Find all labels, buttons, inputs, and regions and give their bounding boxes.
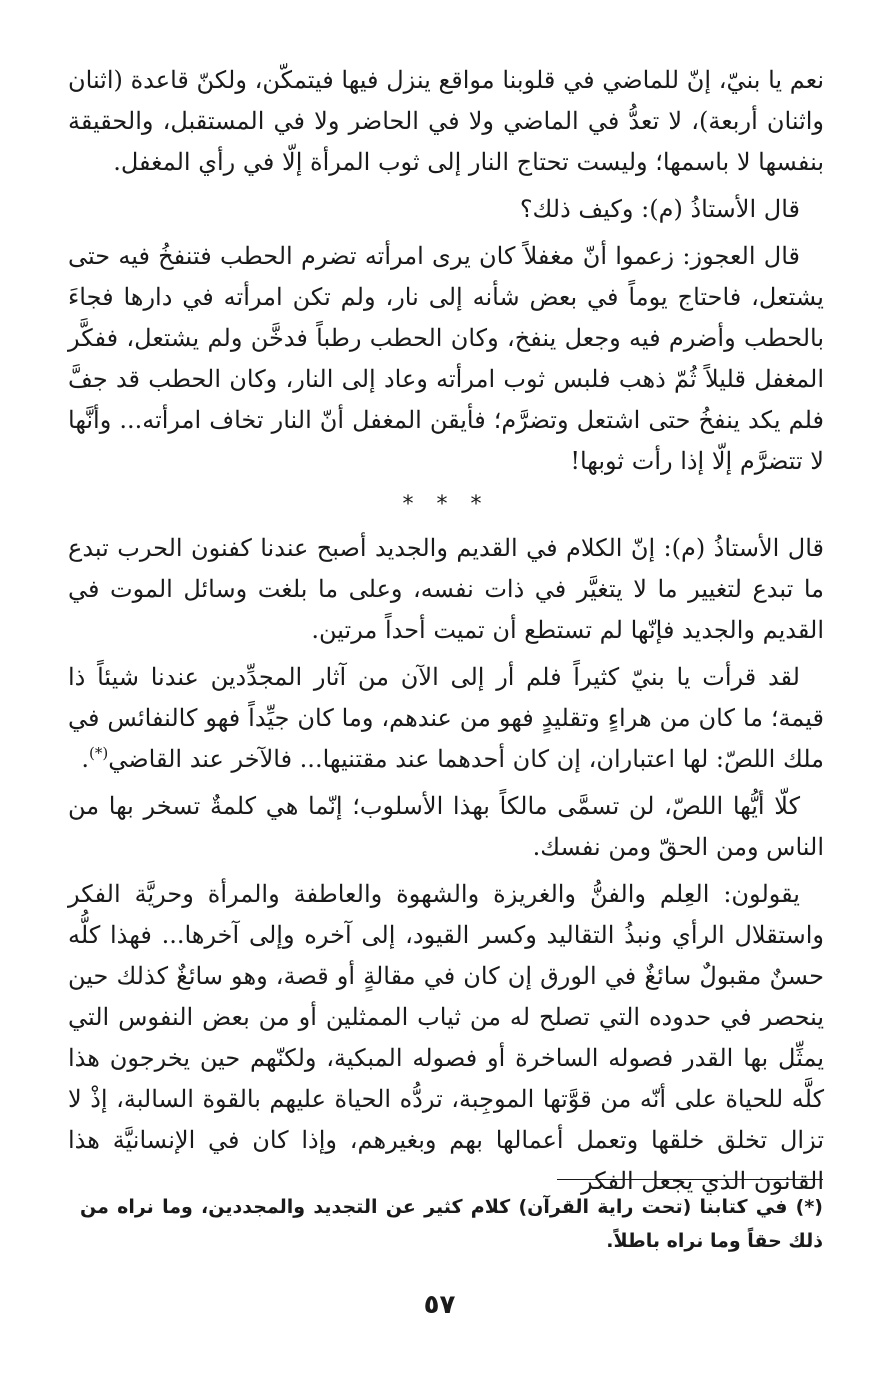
paragraph-7: يقولون: العِلم والفنُّ والغريزة والشهوة والعاطفة والمرأة وحريَّة الفكر واستقلال الرأي ونبذُ التقاليد وكسر القيود، إلى آخره وإلى آخرها... فهذا كلُّه حسنٌ مقبولٌ سائغٌ في الورق إن كان في مقالةٍ أو قصة، وهو سائغٌ كذلك حين ينحصر في حدوده التي تصلح له من ثياب الممثلين أو من بعض النفوس التي يمثِّل بها القدر فصوله الساخرة أو فصوله المبكية، ولكنّهم حين يخرجون هذا كلَّه للحياة على أنّه من قوَّتها الموجِبة، تردُّه الحياة عليهم بالقوة السالبة، إذْ لا تزال تخلق خلقها وتعمل أعمالها بهم وبغيرهم، وإذا كان في الإنسانيَّة هذا القانون الذي يجعل الفكر	[68, 880, 824, 1195]
paragraph-3: قال العجوز: زعموا أنّ مغفلاً كان يرى امرأته تضرم الحطب فتنفخُ فيه حتى يشتعل، فاحتاج يوماً في بعض شأنه إلى نار، ولم تكن امرأته في دارها فجاءَ بالحطب وأضرم فيه وجعل ينفخ، وكان الحطب رطباً فدخَّن ولم يشتعل، ففكَّر المغفل قليلاً ثُمّ ذهب فلبس ثوب امرأته وعاد إلى النار، وكان الحطب قد جفَّ فلم يكد ينفخُ حتى اشتعل وتضرَّم؛ فأيقن المغفل أنّ النار تخاف امرأته... وأنَّها لا تتضرَّم إلّا إذا رأت ثوبها!	[68, 242, 825, 475]
page-number: ٥٧	[423, 1290, 456, 1320]
paragraph-4: قال الأستاذُ (م): إنّ الكلام في القديم والجديد أصبح عندنا كفنون الحرب تبدع ما تبدع لتغيير ما لا يتغيَّر في ذات نفسه، وعلى ما بلغت وسائل الموت في القديم والجديد فإنّها لم تستطع أن تميت أحداً مرتين.	[68, 534, 824, 644]
footnote-divider	[557, 1179, 823, 1180]
paragraph-5-text: لقد قرأت يا بنيّ كثيراً فلم أر إلى الآن من آثار المجدِّدين عندنا شيئاً ذا قيمة؛ ما كان من هراءٍ وتقليدٍ فهو من عندهم، وما كان جيِّداً فهو كالنفائس في ملك اللصّ: لها اعتباران، إن كان أحدهما عند مقتنيها... فالآخر عند القاضي	[68, 663, 824, 773]
section-separator: * * *	[402, 492, 490, 517]
paragraph-5: لقد قرأت يا بنيّ كثيراً فلم أر إلى الآن من آثار المجدِّدين عندنا شيئاً ذا قيمة؛ ما كان من هراءٍ وتقليدٍ فهو من عندهم، وما كان جيِّداً فهو كالنفائس في ملك اللصّ: لها اعتباران، إن كان أحدهما عند مقتنيها... فالآخر عند القاضي(*).	[68, 663, 824, 773]
paragraph-2: قال الأستاذُ (م): وكيف ذلك؟	[519, 195, 800, 223]
paragraph-1: نعم يا بنيّ، إنّ للماضي في قلوبنا مواقع ينزل فيها فيتمكّن، ولكنّ قاعدة (اثنان واثنان أربعة)، لا تعدُّ في الماضي ولا في الحاضر ولا في المستقبل، والحقيقة بنفسها لا باسمها؛ وليست تحتاج النار إلى ثوب المرأة إلّا في رأي المغفل.	[68, 66, 824, 176]
footnote: (*) في كتابنا (تحت راية القرآن) كلام كثير عن التجديد والمجددين، وما نراه من ذلك حقاً وما نراه باطلاً.	[80, 1196, 823, 1252]
page-body	[68, 60, 824, 1208]
footnote-reference[interactable]: (*)	[89, 744, 109, 762]
paragraph-6: كلّا أيُّها اللصّ، لن تسمَّى مالكاً بهذا الأسلوب؛ إنّما هي كلمةٌ تسخر بها من الناس ومن الحقّ ومن نفسك.	[68, 792, 824, 861]
